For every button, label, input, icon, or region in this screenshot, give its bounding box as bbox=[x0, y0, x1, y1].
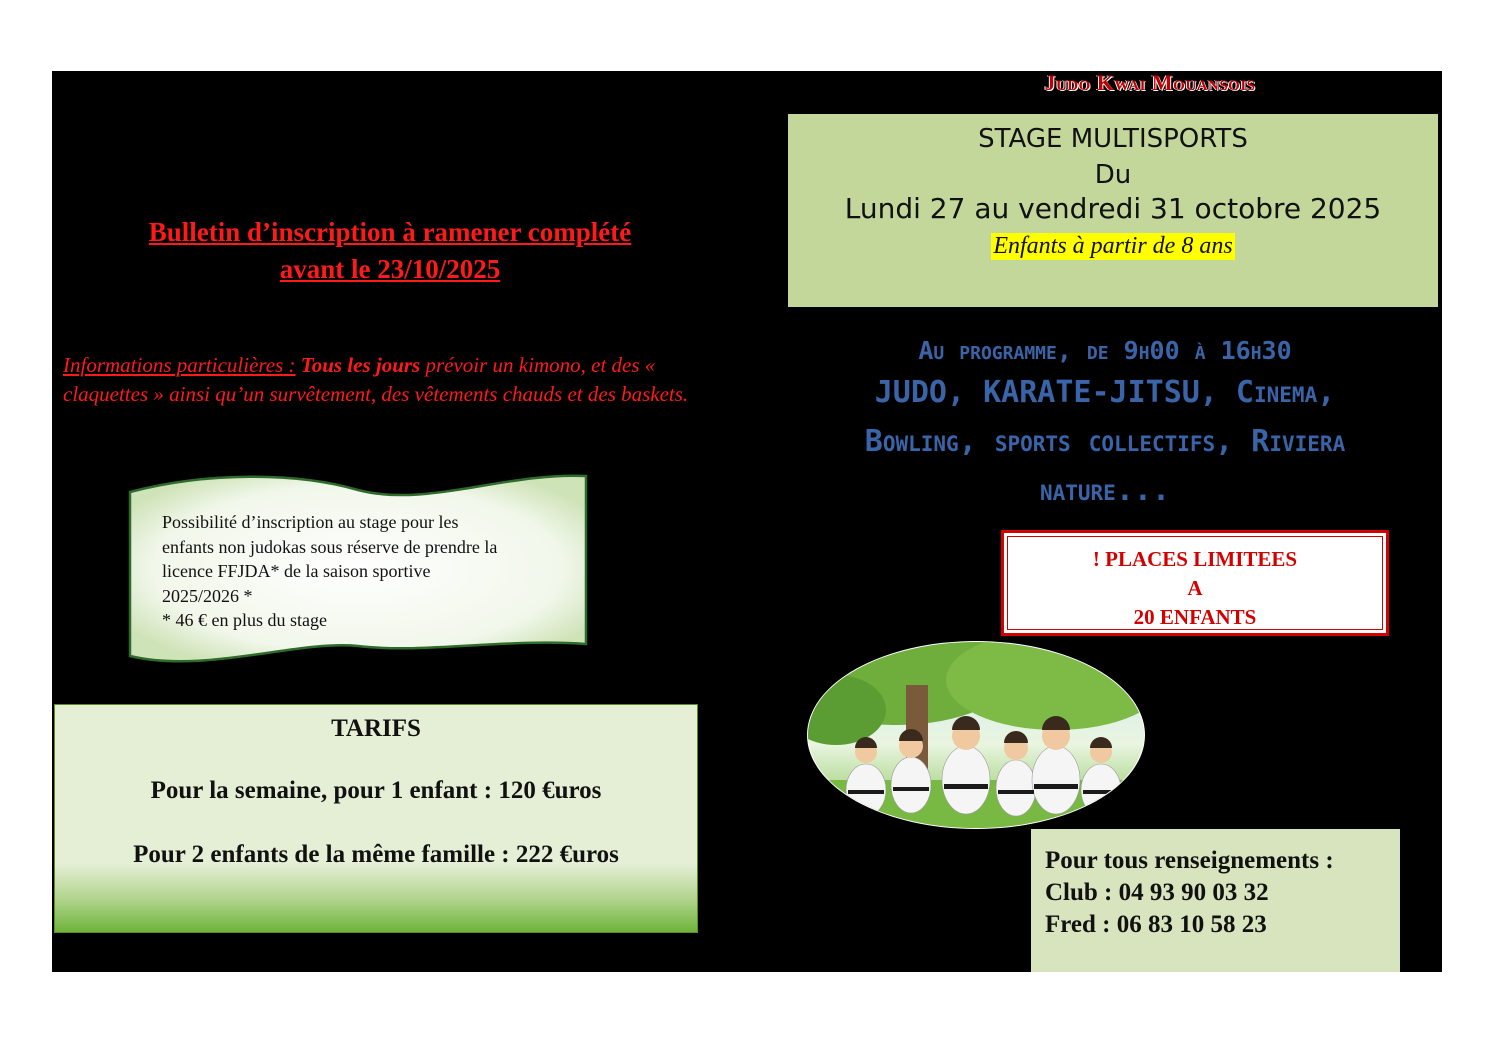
scroll-line-5: * 46 € en plus du stage bbox=[162, 610, 327, 630]
stage-title: STAGE MULTISPORTS bbox=[978, 124, 1248, 154]
programme-text bbox=[780, 334, 1430, 515]
info-text: prévoir un kimono, et des « claquettes » ainsi qu’un survêtement, des vêtements chauds et des baskets. bbox=[63, 353, 689, 406]
bulletin-line-1: Bulletin d’inscription à ramener complété bbox=[148, 217, 632, 247]
stage-dates: Lundi 27 au vendredi 31 octobre 2025 bbox=[844, 192, 1382, 225]
tarifs-box bbox=[54, 704, 698, 933]
bulletin-line-2: avant le 23/10/2025 bbox=[279, 254, 501, 284]
children-judo-illustration-icon bbox=[806, 640, 1146, 830]
stage-age: Enfants à partir de 8 ans bbox=[993, 233, 1233, 259]
programme-line-3: Bowling, sports collectifs, Riviera bbox=[864, 424, 1346, 459]
programme-line-4: nature... bbox=[1039, 473, 1171, 508]
contact-club-phone: Club : 04 93 90 03 32 bbox=[1045, 879, 1269, 906]
places-limitees-box bbox=[1001, 530, 1389, 636]
scroll-line-2: enfants non judokas sous réserve de prendre la bbox=[162, 536, 498, 557]
scroll-banner-text bbox=[162, 510, 572, 633]
places-line-1: ! PLACES LIMITEES bbox=[1092, 547, 1298, 571]
info-label: Informations particulières : bbox=[63, 353, 296, 377]
contact-box bbox=[1031, 829, 1400, 972]
tarif-price-2: Pour 2 enfants de la même famille : 222 €uros bbox=[133, 841, 619, 868]
contact-fred-phone: Fred : 06 83 10 58 23 bbox=[1045, 911, 1267, 938]
places-line-3: 20 ENFANTS bbox=[1133, 605, 1257, 629]
scroll-line-1: Possibilité d’inscription au stage pour les bbox=[162, 512, 459, 532]
club-name: Judo Kwai Mouansois bbox=[1044, 70, 1256, 95]
tarifs-title: TARIFS bbox=[331, 715, 421, 742]
stage-info-box bbox=[788, 114, 1438, 307]
bulletin-notice bbox=[60, 214, 720, 288]
info-bold: Tous les jours bbox=[300, 353, 421, 377]
scroll-line-3: licence FFJDA* de la saison sportive bbox=[162, 561, 431, 581]
programme-line-1: Au programme, de 9h00 à 16h30 bbox=[918, 336, 1292, 365]
tarif-price-1: Pour la semaine, pour 1 enfant : 120 €uros bbox=[150, 777, 602, 804]
contact-title: Pour tous renseignements : bbox=[1045, 847, 1334, 874]
programme-line-2: JUDO, KARATE-JITSU, Cinema, bbox=[874, 375, 1336, 410]
places-line-2: A bbox=[1187, 576, 1203, 600]
info-particulieres bbox=[63, 351, 723, 409]
stage-du: Du bbox=[1094, 160, 1132, 190]
scroll-line-4: 2025/2026 * bbox=[162, 585, 253, 606]
